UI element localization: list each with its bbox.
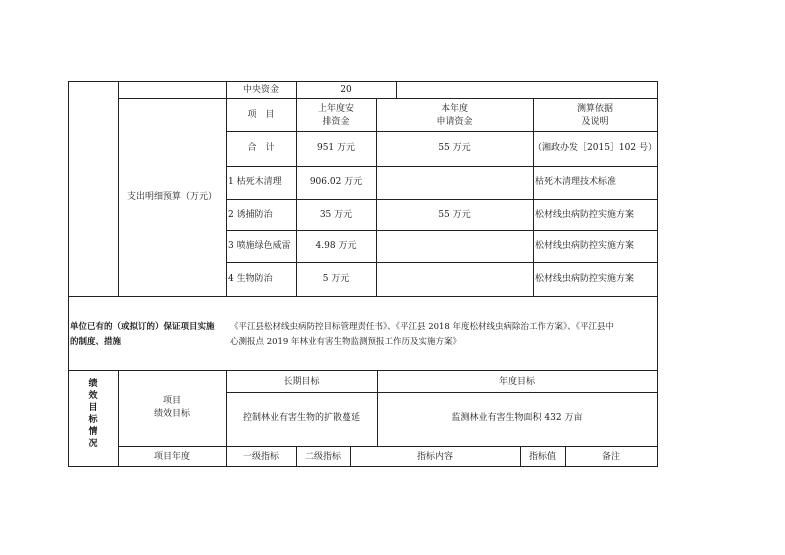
central-fund-label: 中央资金 bbox=[242, 85, 279, 95]
rule-goal-bottom bbox=[118, 446, 657, 447]
header-basis-1: 测算依据 bbox=[576, 104, 613, 114]
rule-system-bottom bbox=[68, 370, 657, 371]
table-row-basis: 松材线虫病防控实施方案 bbox=[535, 241, 635, 251]
side-label-char: 况 bbox=[88, 439, 98, 449]
rule-header bbox=[226, 131, 657, 132]
expense-section-label: 支出明细预算（万元） bbox=[126, 192, 217, 202]
col-header-value: 指标值 bbox=[528, 452, 556, 462]
rule-goal-header bbox=[226, 392, 657, 393]
rule-central-fund bbox=[118, 98, 657, 99]
table-row-basis: 松材线虫病防控实施方案 bbox=[535, 210, 635, 220]
table-row-last-year: 906.02 万元 bbox=[309, 177, 363, 187]
table-row-last-year: 4.98 万元 bbox=[315, 241, 357, 251]
rule-row-2 bbox=[226, 199, 657, 200]
long-term-value: 控制林业有害生物的扩散蔓延 bbox=[242, 413, 360, 423]
header-item: 项 目 bbox=[247, 110, 275, 120]
col-header-year: 项目年度 bbox=[153, 452, 190, 462]
system-label-line1: 单位已有的（或拟订的）保证项目实施 bbox=[70, 322, 215, 332]
side-label-char: 效 bbox=[88, 391, 98, 401]
performance-side-label bbox=[68, 378, 118, 450]
header-this-year-2: 申请资金 bbox=[436, 117, 473, 127]
system-content-line2: 心测报点 2019 年林业有害生物监测预报工作历及实施方案》 bbox=[230, 337, 462, 347]
col-header-level1: 一级指标 bbox=[242, 452, 279, 462]
rule-expense-bottom bbox=[68, 296, 657, 297]
side-label-char: 标 bbox=[88, 415, 98, 425]
header-basis-2: 及说明 bbox=[581, 117, 609, 127]
rule-right-outer bbox=[657, 81, 658, 467]
rule-row-3 bbox=[226, 230, 657, 231]
rule-bottom bbox=[68, 466, 657, 467]
table-row-basis: （湘政办发［2015］102 号） bbox=[533, 143, 657, 153]
side-label-char: 情 bbox=[88, 427, 98, 437]
goal-item-line2: 绩效目标 bbox=[153, 409, 190, 419]
system-content-line1: 《平江县松材线虫病防控目标管理责任书》、《平江县 2018 年度松材线虫病除治工作方案》、《平江县中 bbox=[230, 322, 615, 332]
rule-col-118-a bbox=[118, 81, 119, 296]
table-row-basis: 枯死木清理技术标准 bbox=[535, 177, 617, 187]
table-row-item: 4 生物防治 bbox=[228, 274, 273, 284]
header-last-year-2: 排资金 bbox=[322, 117, 350, 127]
header-this-year-1: 本年度 bbox=[440, 104, 468, 114]
side-label-char: 绩 bbox=[88, 379, 98, 389]
table-row-item: 2 诱捕防治 bbox=[228, 210, 273, 220]
table-row-basis: 松材线虫病防控实施方案 bbox=[535, 274, 635, 284]
col-header-note: 备注 bbox=[601, 452, 620, 462]
rule-col-396 bbox=[396, 81, 397, 98]
col-header-content: 指标内容 bbox=[416, 452, 453, 462]
table-row-last-year: 951 万元 bbox=[316, 143, 356, 153]
table-row-last-year: 5 万元 bbox=[322, 274, 350, 284]
table-row-this-year: 55 万元 bbox=[438, 210, 471, 220]
rule-row-1 bbox=[226, 166, 657, 167]
col-header-level2: 二级指标 bbox=[304, 452, 341, 462]
table-row-this-year: 55 万元 bbox=[438, 143, 471, 153]
goal-item-line1: 项目 bbox=[162, 396, 181, 406]
annual-header: 年度目标 bbox=[498, 377, 535, 387]
table-row-item: 1 枯死木清理 bbox=[228, 177, 282, 187]
annual-value: 监测林业有害生物面积 432 万亩 bbox=[451, 413, 583, 423]
side-label-char: 目 bbox=[88, 403, 98, 413]
header-last-year-1: 上年度安 bbox=[317, 104, 354, 114]
system-label-line2: 的制度、措施 bbox=[70, 337, 122, 347]
rule-row-4 bbox=[226, 262, 657, 263]
table-row-last-year: 35 万元 bbox=[319, 210, 353, 220]
long-term-header: 长期目标 bbox=[283, 377, 320, 387]
central-fund-value: 20 bbox=[340, 85, 352, 95]
rule-top bbox=[68, 81, 657, 82]
table-row-item: 3 喷施绿色威雷 bbox=[228, 241, 291, 251]
table-row-item: 合 计 bbox=[247, 143, 275, 153]
